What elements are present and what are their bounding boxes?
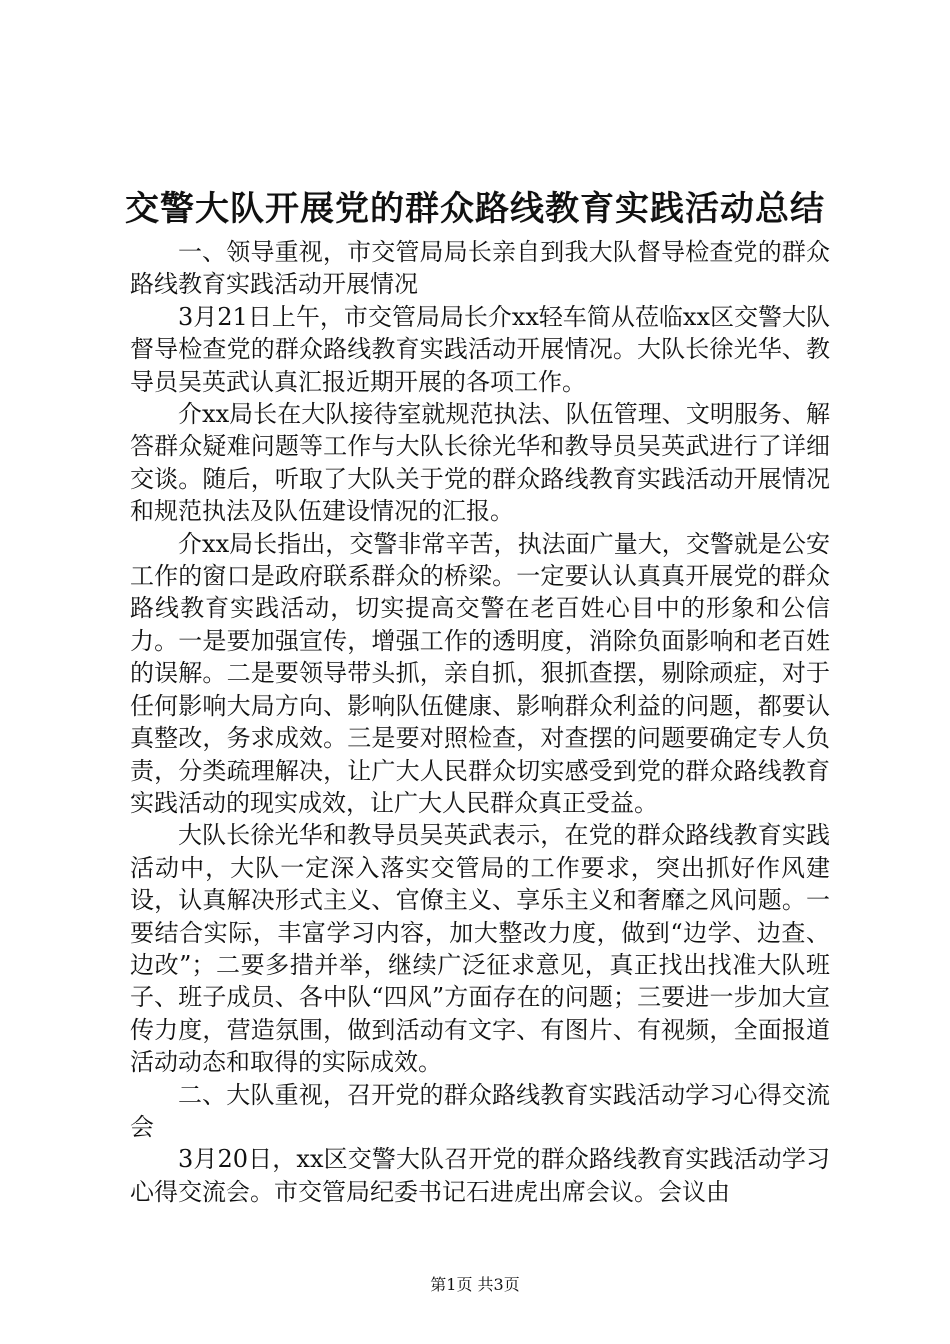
section-heading-2: 二、大队重视，召开党的群众路线教育实践活动学习心得交流会 (130, 1080, 830, 1141)
document-body (130, 236, 830, 1208)
body-paragraph: 介xx局长在大队接待室就规范执法、队伍管理、文明服务、解答群众疑难问题等工作与大队长徐光华和教导员吴英武进行了详细交谈。随后，听取了大队关于党的群众路线教育实践活动开展情况和规范执法及队伍建设情况的汇报。 (130, 400, 830, 526)
body-paragraph: 3月20日，xx区交警大队召开党的群众路线教育实践活动学习心得交流会。市交管局纪委书记石进虎出席会议。会议由 (130, 1145, 830, 1206)
body-paragraph: 3月21日上午，市交管局局长介xx轻车简从莅临xx区交警大队督导检查党的群众路线教育实践活动开展情况。大队长徐光华、教导员吴英武认真汇报近期开展的各项工作。 (130, 302, 830, 396)
body-paragraph: 介xx局长指出，交警非常辛苦，执法面广量大，交警就是公安工作的窗口是政府联系群众的桥梁。一定要认认真真开展党的群众路线教育实践活动，切实提高交警在老百姓心目中的形象和公信力。一是要加强宣传，增强工作的透明度，消除负面影响和老百姓的误解。二是要领导带头抓，亲自抓，狠抓查摆，剔除顽症，对于任何影响大局方向、影响队伍健康、影响群众利益的问题，都要认真整改，务求成效。三是要对照检查，对查摆的问题要确定专人负责，分类疏理解决，让广大人民群众切实感受到党的群众路线教育实践活动的现实成效，让广大人民群众真正受益。 (130, 529, 830, 817)
document-title: 交警大队开展党的群众路线教育实践活动总结 (125, 189, 825, 229)
section-heading-1: 一、领导重视，市交管局局长亲自到我大队督导检查党的群众路线教育实践活动开展情况 (130, 238, 830, 299)
body-paragraph: 大队长徐光华和教导员吴英武表示，在党的群众路线教育实践活动中，大队一定深入落实交管局的工作要求，突出抓好作风建设，认真解决形式主义、官僚主义、享乐主义和奢靡之风问题。一要结合实际，丰富学习内容，加大整改力度，做到“边学、边查、边改”；二要多措并举，继续广泛征求意见，真正找出找准大队班子、班子成员、各中队“四风”方面存在的问题；三要进一步加大宣传力度，营造氛围，做到活动有文字、有图片、有视频，全面报道活动动态和取得的实际成效。 (130, 821, 830, 1077)
page-footer: 第1页 共3页 (430, 1275, 520, 1294)
